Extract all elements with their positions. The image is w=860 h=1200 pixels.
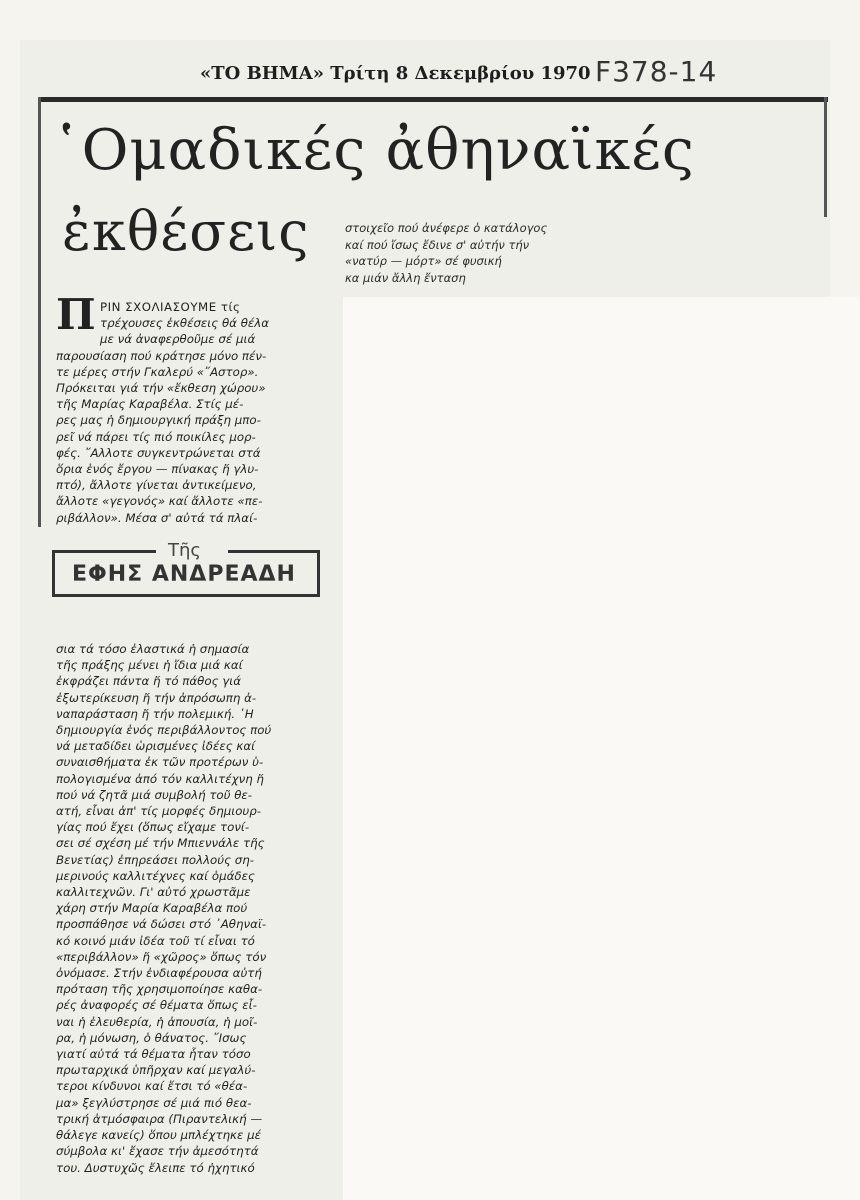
left-rule [38,97,41,527]
text-line: σια τά τόσο ἐλαστικά ἡ σημασία [56,642,250,656]
text-line: παρουσίαση πού κράτησε μόνο πέν- [56,348,267,363]
fragment-line: «νατύρ — μόρτ» σέ φυσική [345,254,502,268]
text-line: μα» ξεγλύστρησε σέ μιά πιό θεα- [56,1095,252,1110]
text-line: ρα, ἡ μόνωση, ὁ θάνατος. ῎Ισως [56,1030,247,1045]
fragment-line: κα μιάν ἄλλη ἔνταση [345,270,466,285]
text-line: ατή, εἶναι ἀπ' τίς μορφές δημιουρ- [56,804,261,819]
top-right-text-fragment [345,220,625,286]
text-line: ὀνόμασε. Στήν ἐνδιαφέρουσα αὐτή [56,966,262,981]
headline-line-1: ῾Ομαδικές ἀθηναϊκές [52,118,695,183]
text-line: Βενετίας) ἐπηρεάσει πολλούς ση- [56,852,254,867]
text-line: φές. ῎Αλλοτε συγκεντρώνεται στά [56,445,261,460]
text-line: τρική ἀτμόσφαιρα (Πιραντελική — [56,1111,263,1126]
publication-line: «ΤΟ ΒΗΜΑ» Τρίτη 8 Δεκεμβρίου 1970 [200,63,591,84]
text-line: σει σέ σχέση μέ τήν Μπιεννάλε τῆς [56,836,265,851]
text-line: θάλεγε κανείς) ὅπου μπλέχτηκε μέ [56,1128,262,1143]
text-line: σύμβολα κι' ἔχασε τήν ἀμεσότητά [56,1144,259,1159]
article-column-2 [56,641,322,1176]
byline-box [52,540,320,600]
text-line: πτό), ἄλλοτε γίνεται ἀντικείμενο, [56,478,257,493]
text-line: Πρόκειται γιά τήν «ἔκθεση χώρου» [56,381,266,396]
author-name: ΕΦΗΣ ΑΝΔΡΕΑΔΗ [72,562,296,587]
text-line: καλλιτεχνῶν. Γι' αὐτό χρωστᾶμε [56,885,251,900]
text-line: ἐξωτερίκευση ἤ τήν ἀπρόσωπη ἀ- [56,690,257,705]
text-line: τε μέρες στήν Γκαλερύ «῎Αστορ». [56,364,259,379]
text-line: τεροι κίνδυνοι καί ἔτσι τό «θέα- [56,1079,248,1094]
text-line: πού νά ζητᾶ μιά συμβολή τοῦ θε- [56,787,253,802]
byline-prefix: Τῆς [162,540,207,561]
article-column-1 [56,299,322,526]
fragment-line: στοιχεῖο πού ἀνέφερε ὁ κατάλογος [345,221,548,235]
text-line: προσπάθησε νά δώσει στό ᾿Αθηναϊ- [56,917,267,932]
text-line: ναι ἡ ἐλευθερία, ἡ ἀπουσία, ἡ μοῖ- [56,1014,258,1029]
text-line: τῆς Μαρίας Καραβέλα. Στίς μέ- [56,397,244,412]
text-line: ἐκφράζει πάντα ἤ τό πάθος γιά [56,674,242,689]
byline-rule-left [52,550,156,553]
text-line: μερινούς καλλιτέχνες καί ὁμάδες [56,868,255,883]
text-line: ναπαράσταση ἤ τήν πολεμική. ῾Η [56,706,254,721]
text-line: δημιουργία ἑνός περιβάλλοντος πού [56,723,272,738]
text-line: «περιβάλλον» ἤ «χῶρος» ὅπως τόν [56,949,267,964]
text-line: ἄλλοτε «γεγονός» καί ἄλλοτε «πε- [56,494,263,509]
top-rule [38,97,828,102]
handwritten-archive-code: F378-14 [595,55,718,88]
text-line: με νά ἀναφερθοῦμε σέ μιά [100,332,256,347]
text-line: τρέχουσες ἐκθέσεις θά θέλα [100,316,270,331]
text-line: κό κοινό μιάν ἰδέα τοῦ τί εἶναι τό [56,933,255,948]
text-line: ρεῖ νά πάρει τίς πιό ποικίλες μορ- [56,429,256,444]
text-line: γιατί αὐτά τά θέματα ἦταν τόσο [56,1047,251,1062]
text-line: ΡΙΝ ΣΧΟΛΙΑΣΟΥΜΕ τίς [100,300,241,314]
text-line: ρές ἀναφορές σέ θέματα ὅπως εἶ- [56,998,257,1013]
text-line: ριβάλλον». Μέσα σ' αὐτά τά πλαί- [56,510,258,525]
text-line: χάρη στήν Μαρία Καραβέλα πού [56,901,248,916]
text-line: νά μεταδίδει ὡρισμένες ἰδέες καί [56,739,256,754]
fragment-line: καί πού ἴσως ἔδινε σ' αὐτήν τήν [345,237,530,252]
text-line: πολογισμένα ἀπό τόν καλλιτέχνη ἤ [56,771,264,786]
text-line: γίας πού ἔχει (ὅπως εἴχαμε τονί- [56,820,250,835]
text-line: ὅρια ἑνός ἔργου — πίνακας ἤ γλυ- [56,462,259,477]
drop-cap: Π [56,290,96,339]
byline-rule-right [228,550,317,553]
text-line: πρωταρχικά ὑπῆρχαν καί μεγαλύ- [56,1063,256,1078]
headline-line-2: ἐκθέσεις [62,200,310,263]
text-line: πρόταση τῆς χρησιμοποίησε καθα- [56,982,263,997]
text-line: του. Δυστυχῶς ἔλειπε τό ἠχητικό [56,1160,255,1175]
text-line: ρες μας ἡ δημιουργική πράξη μπο- [56,413,261,428]
blank-area [343,297,860,1200]
text-line: συναισθήματα ἐκ τῶν προτέρων ὑ- [56,755,264,770]
text-line: τῆς πράξης μένει ἡ ἴδια μιά καί [56,658,243,673]
masthead [200,55,718,95]
